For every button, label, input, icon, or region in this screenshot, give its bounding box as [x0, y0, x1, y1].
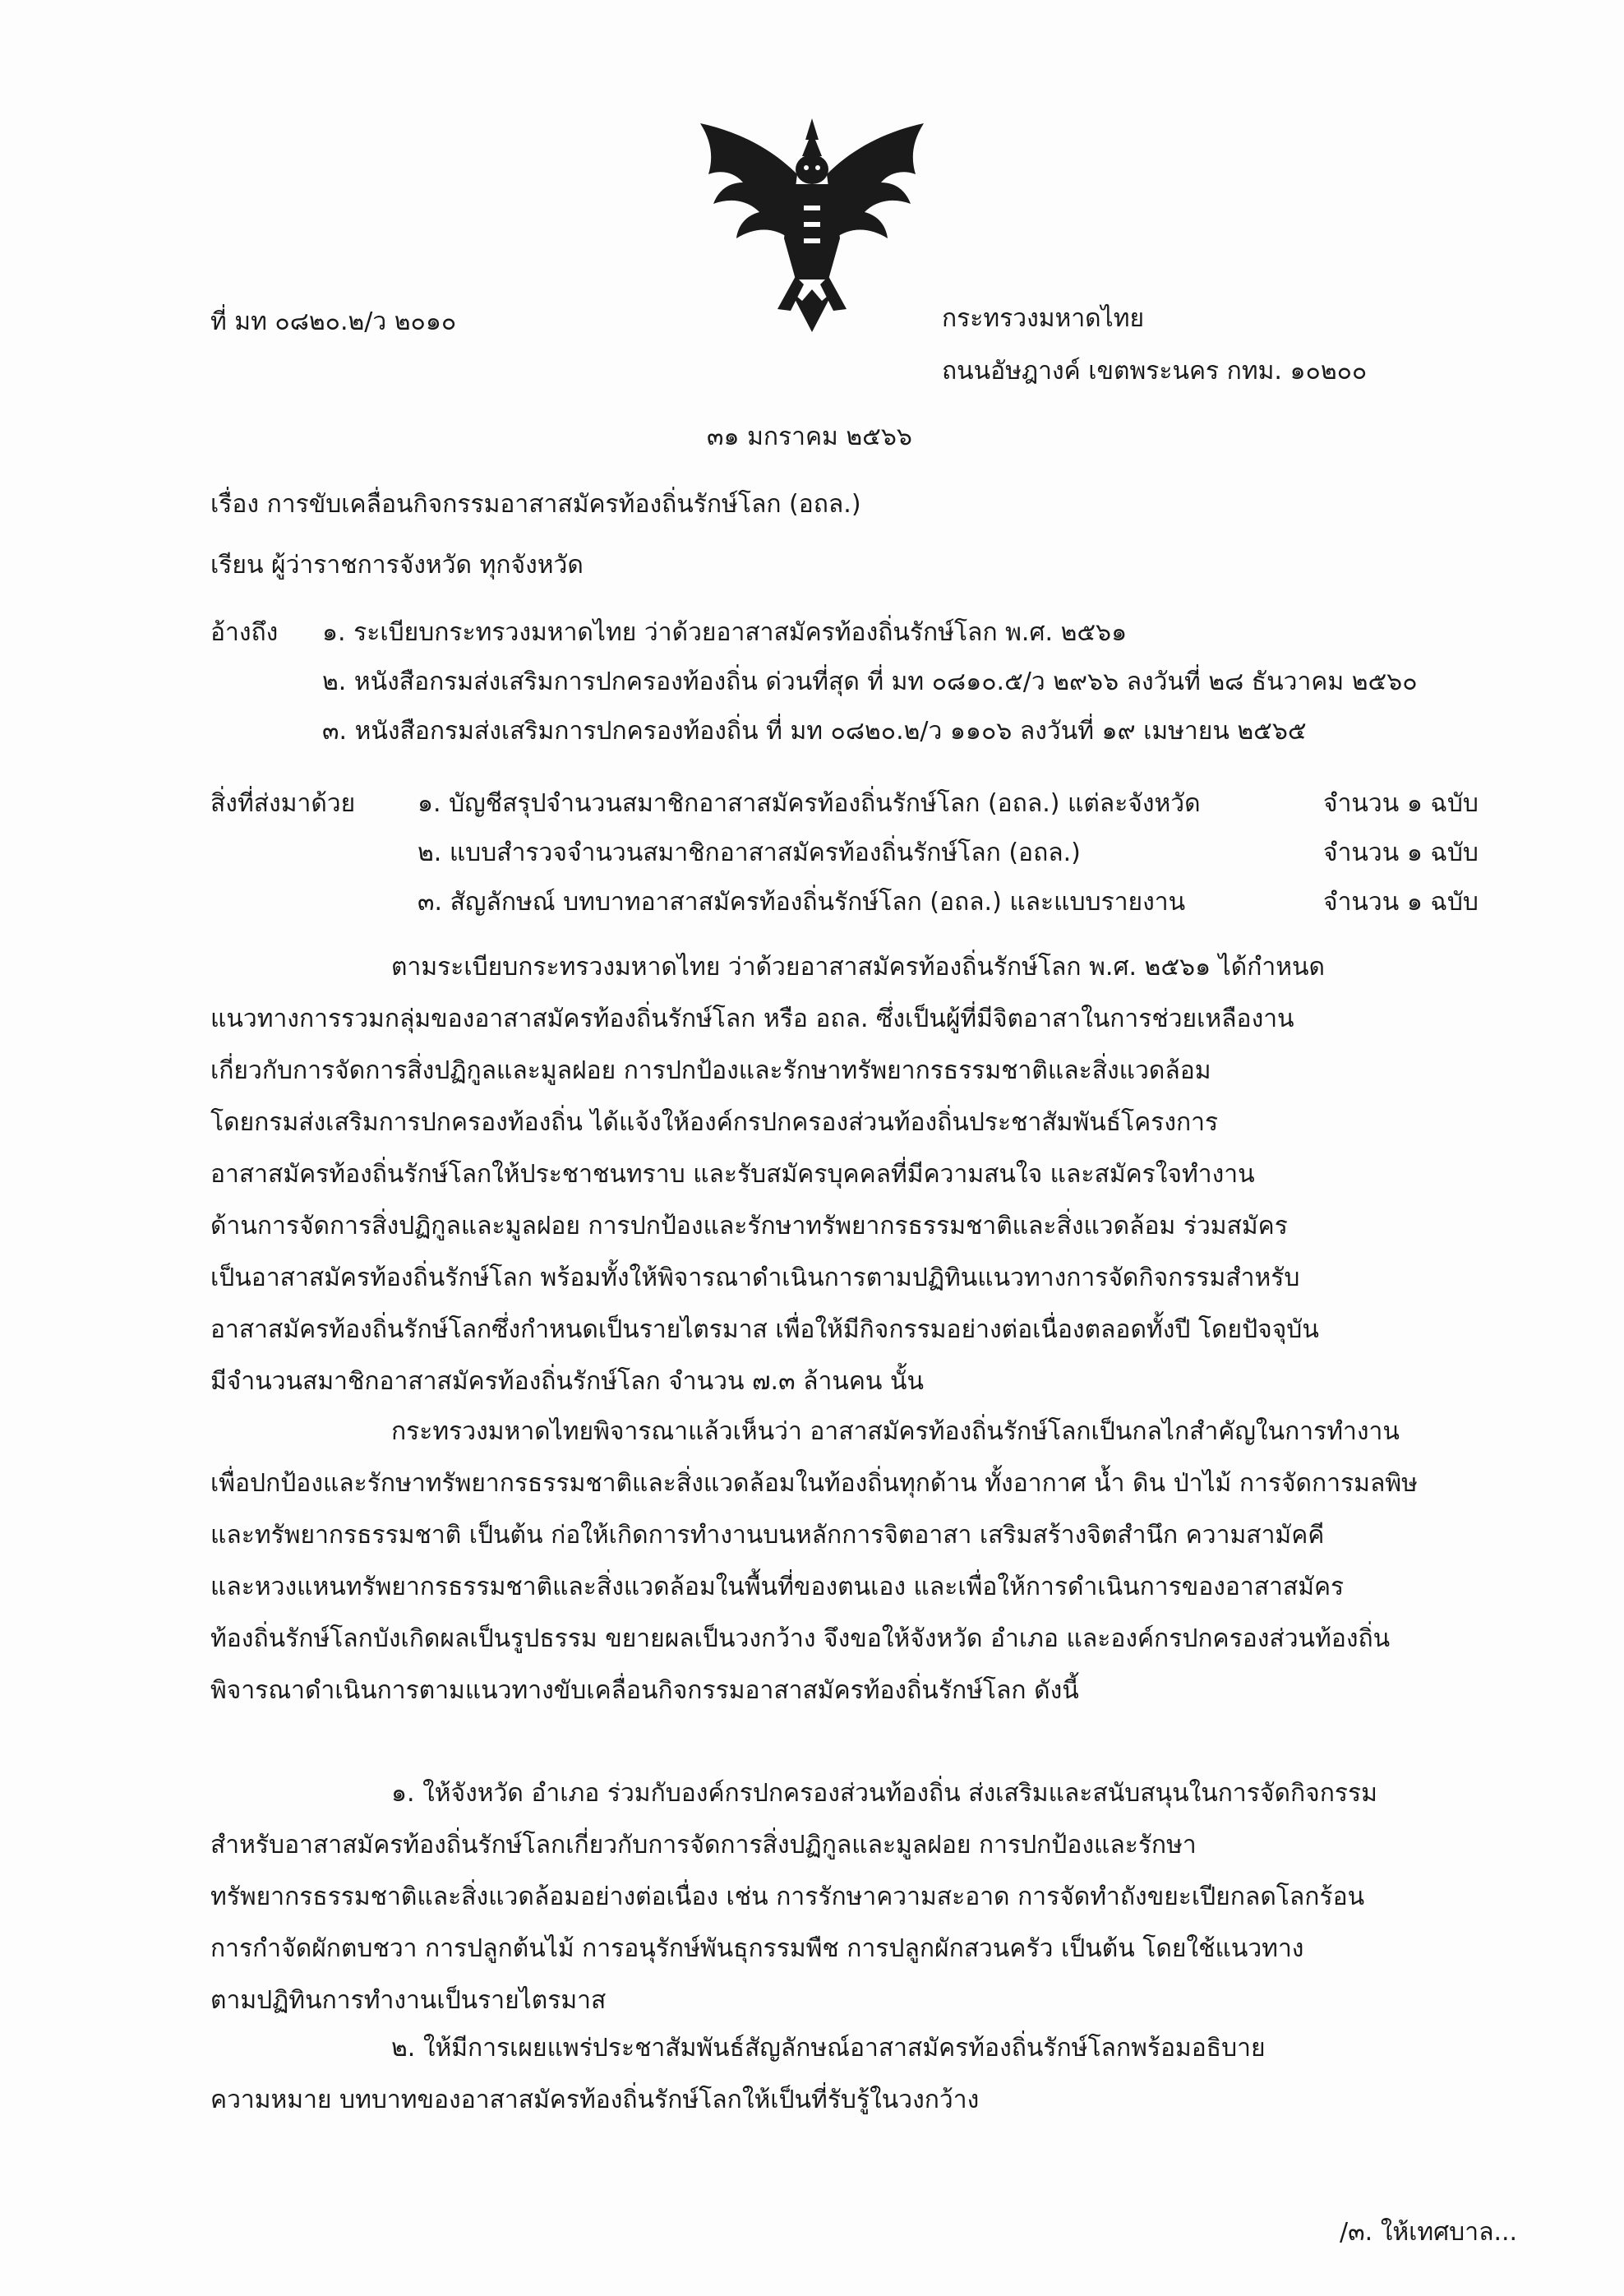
paragraph-line: อาสาสมัครท้องถิ่นรักษ์โลกให้ประชาชนทราบ และรับสมัครบุคคลที่มีความสนใจ และสมัครใจทำงาน [210, 1160, 1255, 1189]
reference-item: ๓. หนังสือกรมส่งเสริมการปกครองท้องถิ่น ที่ มท ๐๘๒๐.๒/ว ๑๑๐๖ ลงวันที่ ๑๙ เมษายน ๒๕๖๕ [322, 717, 1307, 746]
enclosure-quantity: จำนวน ๑ ฉบับ [1323, 789, 1479, 818]
enclosure-quantity: จำนวน ๑ ฉบับ [1323, 838, 1479, 867]
references-label: อ้างถึง [210, 618, 279, 647]
paragraph-line: สำหรับอาสาสมัครท้องถิ่นรักษ์โลกเกี่ยวกับการจัดการสิ่งปฏิกูลและมูลฝอย การปกป้องและรักษา [210, 1831, 1197, 1859]
reference-item: ๑. ระเบียบกระทรวงมหาดไทย ว่าด้วยอาสาสมัครท้องถิ่นรักษ์โลก พ.ศ. ๒๕๖๑ [322, 618, 1128, 647]
body-paragraph-1 [210, 941, 1493, 1407]
paragraph-line: ความหมาย บทบาทของอาสาสมัครท้องถิ่นรักษ์โลกให้เป็นที่รับรู้ในวงกว้าง [210, 2086, 980, 2114]
paragraph-line: กระทรวงมหาดไทยพิจารณาแล้วเห็นว่า อาสาสมัครท้องถิ่นรักษ์โลกเป็นกลไกสำคัญในการทำงาน [391, 1417, 1400, 1446]
enclosure-quantity: จำนวน ๑ ฉบับ [1323, 888, 1479, 917]
paragraph-line: ๑. ให้จังหวัด อำเภอ ร่วมกับองค์กรปกครองส่วนท้องถิ่น ส่งเสริมและสนับสนุนในการจัดกิจกรรม [391, 1779, 1377, 1808]
body-paragraph-2 [210, 1406, 1493, 1716]
paragraph-line: ทรัพยากรธรรมชาติและสิ่งแวดล้อมอย่างต่อเนื่อง เช่น การรักษาความสะอาด การจัดทำถังขยะเปียกลดโลกร้อน [210, 1883, 1365, 1911]
enclosure-item: ๓. สัญลักษณ์ บทบาทอาสาสมัครท้องถิ่นรักษ์โลก (อถล.) และแบบรายงาน [418, 888, 1186, 917]
paragraph-line: เพื่อปกป้องและรักษาทรัพยากรธรรมชาติและสิ่งแวดล้อมในท้องถิ่นทุกด้าน ทั้งอากาศ น้ำ ดิน ป่าไม้ การจัดการมลพิษ [210, 1469, 1418, 1498]
garuda-emblem-icon [689, 115, 935, 337]
enclosures-label: สิ่งที่ส่งมาด้วย [210, 789, 356, 818]
paragraph-line: อาสาสมัครท้องถิ่นรักษ์โลกซึ่งกำหนดเป็นรายไตรมาส เพื่อให้มีกิจกรรมอย่างต่อเนื่องตลอดทั้งปี โดยปัจจุบัน [210, 1315, 1319, 1344]
enclosure-item: ๒. แบบสำรวจจำนวนสมาชิกอาสาสมัครท้องถิ่นรักษ์โลก (อถล.) [418, 838, 1081, 867]
paragraph-line: เกี่ยวกับการจัดการสิ่งปฏิกูลและมูลฝอย การปกป้องและรักษาทรัพยากรธรรมชาติและสิ่งแวดล้อม [210, 1056, 1211, 1085]
document-number: ที่ มท ๐๘๒๐.๒/ว ๒๐๑๐ [210, 307, 457, 336]
letter-subject: เรื่อง การขับเคลื่อนกิจกรรมอาสาสมัครท้องถิ่นรักษ์โลก (อถล.) [210, 490, 861, 519]
paragraph-line: ตามระเบียบกระทรวงมหาดไทย ว่าด้วยอาสาสมัครท้องถิ่นรักษ์โลก พ.ศ. ๒๕๖๑ ได้กำหนด [391, 953, 1326, 982]
paragraph-line: และทรัพยากรธรรมชาติ เป็นต้น ก่อให้เกิดการทำงานบนหลักการจิตอาสา เสริมสร้างจิตสำนึก ความสามัคคี [210, 1521, 1325, 1550]
paragraph-line: พิจารณาดำเนินการตามแนวทางขับเคลื่อนกิจกรรมอาสาสมัครท้องถิ่นรักษ์โลก ดังนี้ [210, 1676, 1079, 1705]
paragraph-line: ท้องถิ่นรักษ์โลกบังเกิดผลเป็นรูปธรรม ขยายผลเป็นวงกว้าง จึงขอให้จังหวัด อำเภอ และองค์กรปกครองส่วนท้องถิ่น [210, 1624, 1391, 1653]
body-paragraph-4 [210, 2022, 1493, 2126]
continued-marker: /๓. ให้เทศบาล... [1340, 2218, 1518, 2247]
paragraph-line: ด้านการจัดการสิ่งปฏิกูลและมูลฝอย การปกป้องและรักษาทรัพยากรธรรมชาติและสิ่งแวดล้อม ร่วมสมัคร [210, 1212, 1288, 1240]
paragraph-line: แนวทางการรวมกลุ่มของอาสาสมัครท้องถิ่นรักษ์โลก หรือ อถล. ซึ่งเป็นผู้ที่มีจิตอาสาในการช่วยเหลืองาน [210, 1005, 1294, 1033]
paragraph-line: มีจำนวนสมาชิกอาสาสมัครท้องถิ่นรักษ์โลก จำนวน ๗.๓ ล้านคน นั้น [210, 1367, 924, 1396]
ministry-address: ถนนอัษฎางค์ เขตพระนคร กทม. ๑๐๒๐๐ [942, 357, 1368, 386]
paragraph-line: ตามปฏิทินการทำงานเป็นรายไตรมาส [210, 1986, 607, 2015]
body-paragraph-3 [210, 1767, 1493, 2026]
letter-date: ๓๑ มกราคม ๒๕๖๖ [707, 423, 912, 451]
letter-salutation: เรียน ผู้ว่าราชการจังหวัด ทุกจังหวัด [210, 551, 584, 580]
paragraph-line: โดยกรมส่งเสริมการปกครองท้องถิ่น ได้แจ้งให้องค์กรปกครองส่วนท้องถิ่นประชาสัมพันธ์โครงการ [210, 1108, 1219, 1137]
reference-item: ๒. หนังสือกรมส่งเสริมการปกครองท้องถิ่น ด่วนที่สุด ที่ มท ๐๘๑๐.๕/ว ๒๙๖๖ ลงวันที่ ๒๘ ธันวาคม ๒๕๖๐ [322, 668, 1418, 696]
paragraph-line: การกำจัดผักตบชวา การปลูกต้นไม้ การอนุรักษ์พันธุกรรมพืช การปลูกผักสวนครัว เป็นต้น โดยใช้แนวทาง [210, 1934, 1304, 1963]
paragraph-line: เป็นอาสาสมัครท้องถิ่นรักษ์โลก พร้อมทั้งให้พิจารณาดำเนินการตามปฏิทินแนวทางการจัดกิจกรรมสำหรับ [210, 1263, 1300, 1292]
enclosure-item: ๑. บัญชีสรุปจำนวนสมาชิกอาสาสมัครท้องถิ่นรักษ์โลก (อถล.) แต่ละจังหวัด [418, 789, 1201, 818]
paragraph-line: และหวงแหนทรัพยากรธรรมชาติและสิ่งแวดล้อมในพื้นที่ของตนเอง และเพื่อให้การดำเนินการของอาสาสมัคร [210, 1573, 1345, 1601]
paragraph-line: ๒. ให้มีการเผยแพร่ประชาสัมพันธ์สัญลักษณ์อาสาสมัครท้องถิ่นรักษ์โลกพร้อมอธิบาย [391, 2034, 1266, 2063]
ministry-name: กระทรวงมหาดไทย [942, 304, 1145, 333]
